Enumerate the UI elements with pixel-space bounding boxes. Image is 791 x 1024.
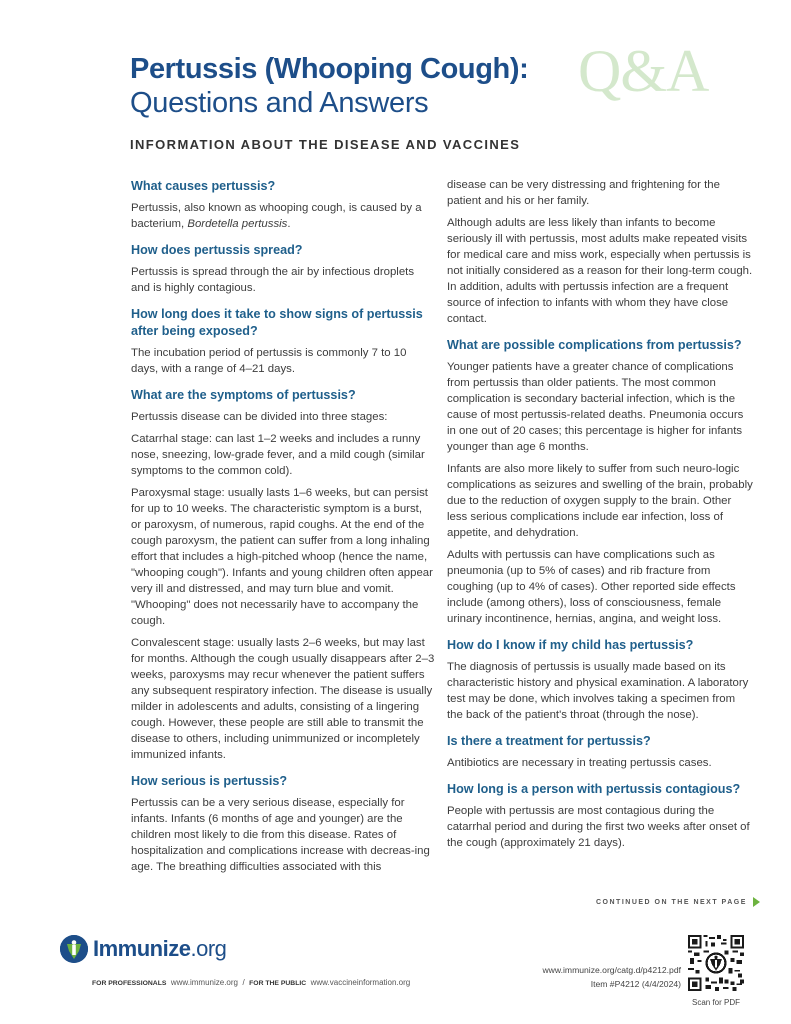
answer-paragraph	[131, 200, 435, 232]
question-heading: How do I know if my child has pertussis?	[447, 638, 694, 652]
answer-paragraph: Antibiotics are necessary in treating pertussis cases.	[447, 757, 712, 769]
question-heading: How does pertussis spread?	[131, 243, 303, 257]
answer-paragraph: Convalescent stage: usually lasts 2–6 weeks, but may last for months. Although the cough usually disappears after 2–3 weeks, paroxysms may recur whenever the patient suffers any subsequent respiratory infection. The disease is usually milder in adolescents and adults, consisting of a lingering cough. However, these people are still able to transmit the disease to others, including unimmunized or incompletely immunized infants.	[131, 637, 435, 761]
answer-paragraph: Although adults are less likely than infants to become seriously ill with pertussis, most adults make repeated visits for medical care and miss work, especially when pertussis is not initially considered as a reason for their long-term cough. In addition, adults with pertussis infection are a frequent source of infection to infants with whom they have close contact.	[447, 217, 753, 325]
qa-watermark: Q&A	[578, 38, 709, 104]
question-heading: Is there a treatment for pertussis?	[447, 734, 651, 748]
item-number: Item #P4212 (4/4/2024)	[590, 979, 681, 989]
answer-paragraph: Pertussis can be a very serious disease, especially for infants. Infants (6 months of age and younger) are the children most likely to die from this disease. Rates of hospitalization and complications increase with decreas-ing age. The breathing difficulties associated with this	[131, 797, 430, 873]
question-heading: What causes pertussis?	[131, 179, 276, 193]
answer-paragraph: disease can be very distressing and frightening for the patient and his or her family.	[447, 179, 720, 207]
question-heading: How long does it take to show signs of pertussis after being exposed?	[131, 307, 423, 338]
question-heading: What are the symptoms of pertussis?	[131, 388, 356, 402]
document-info	[542, 963, 681, 991]
bacterium-name: Bordetella pertussis	[187, 218, 288, 230]
answer-paragraph: The incubation period of pertussis is commonly 7 to 10 days, with a range of 4–21 days.	[131, 347, 407, 375]
footer-links	[92, 978, 410, 987]
answer-paragraph: The diagnosis of pertussis is usually made based on its characteristic history and physical examination. A laboratory test may be done, which involves taking a specimen from the back of the patient's throat (through the nose).	[447, 661, 749, 721]
title-line-1: Pertussis (Whooping Cough):	[130, 53, 529, 85]
pdf-link[interactable]: www.immunize.org/catg.d/p4212.pdf	[542, 965, 681, 975]
qr-caption: Scan for PDF	[691, 998, 740, 1007]
answer-paragraph: Catarrhal stage: can last 1–2 weeks and includes a runny nose, sneezing, low-grade fever, and a mild cough (similar symptoms to the common cold).	[131, 433, 425, 477]
professionals-link[interactable]: www.immunize.org	[170, 978, 238, 987]
vaccine-shield-icon	[60, 935, 88, 963]
play-arrow-icon	[753, 897, 760, 907]
answer-paragraph: Adults with pertussis can have complications such as pneumonia (up to 5% of cases) and rib fracture from coughing (up to 4% of cases). Other reported side effects include (among others), loss of consciousness, female urinary incontinence, hernias, angina, and weight loss.	[447, 549, 736, 625]
page-subtitle: INFORMATION ABOUT THE DISEASE AND VACCINES	[130, 137, 521, 152]
answer-paragraph: Younger patients have a greater chance of complications from pertussis than older patients. The most common complication is secondary bacterial infection, which is the cause of most pertussis-related deaths. Pneumonia occurs in one out of 20 cases; this percentage is higher for infants younger than age 6 months.	[447, 361, 744, 453]
right-column	[447, 177, 753, 857]
qr-code-block	[688, 935, 744, 1007]
title-line-2: Questions and Answers	[130, 87, 429, 119]
public-link[interactable]: www.vaccineinformation.org	[310, 978, 411, 987]
answer-paragraph: Paroxysmal stage: usually lasts 1–6 weeks, but can persist for up to 10 weeks. The characteristic symptom is a burst, or paroxysm, of numerous, rapid coughs. At the end of the cough paroxysm, the patient can suffer from a long inhaling effort that includes a high-pitched whoop (hence the name, "whooping cough"). Infants and young children often appear very ill and distressed, and may turn blue and vomit. "Whooping" does not necessarily have to accompany the cough.	[131, 487, 433, 627]
public-label: FOR THE PUBLIC	[249, 980, 307, 987]
question-heading: How long is a person with pertussis contagious?	[447, 782, 741, 796]
answer-paragraph: Infants are also more likely to suffer from such neuro-logic complications as seizures and swelling of the brain, probably due to the reduction of oxygen supply to the brain. Other less serious complications include ear infection, loss of appetite, and dehydration.	[447, 463, 753, 539]
immunize-logo[interactable]	[60, 935, 226, 963]
left-column	[131, 176, 435, 881]
question-heading: What are possible complications from pertussis?	[447, 338, 742, 352]
continued-next-page	[596, 897, 760, 907]
logo-wordmark: Immunize.org	[93, 936, 227, 961]
answer-paragraph: Pertussis disease can be divided into three stages:	[131, 411, 388, 423]
answer-paragraph: Pertussis is spread through the air by infectious droplets and is highly contagious.	[131, 266, 415, 294]
professionals-label: FOR PROFESSIONALS	[92, 980, 167, 987]
answer-text: Pertussis, also known as whooping cough, is caused by a bacterium,	[131, 202, 422, 230]
answer-text: .	[287, 218, 291, 230]
question-heading: How serious is pertussis?	[131, 774, 288, 788]
continued-label: CONTINUED ON THE NEXT PAGE	[596, 898, 747, 906]
qr-code-icon[interactable]	[688, 935, 744, 991]
footer-separator: /	[242, 978, 245, 987]
answer-paragraph: People with pertussis are most contagious during the catarrhal period and during the first two weeks after onset of the cough (approximately 21 days).	[447, 805, 750, 849]
